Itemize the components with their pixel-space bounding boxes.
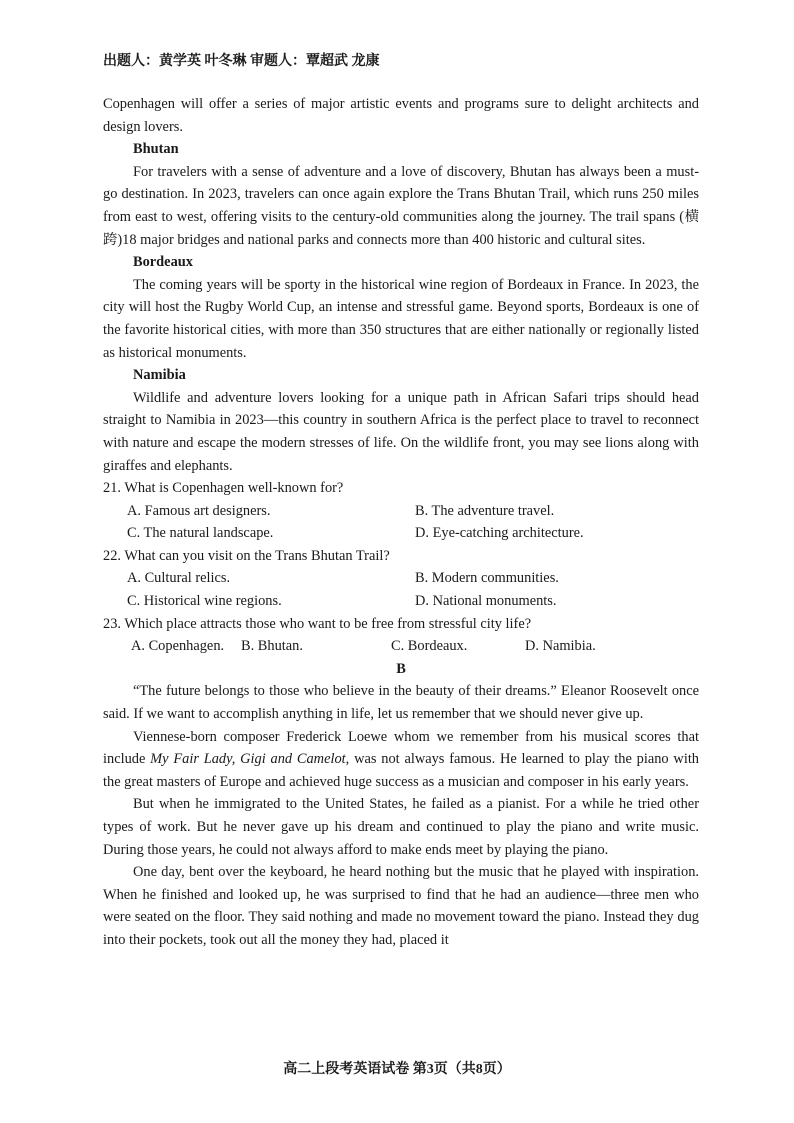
option-d: D. National monuments.: [415, 593, 557, 610]
option-row: [103, 567, 699, 590]
option-row: [103, 590, 699, 613]
paragraph-b2: [103, 726, 699, 794]
part-b-heading: B: [396, 660, 406, 677]
paragraph-b2-end: , was not always famous. He learned to play the piano with the great masters of Europe and achieved huge success as a musician and composer in his early years.: [103, 751, 700, 790]
option-b: B. Bhutan.: [241, 638, 303, 655]
paragraph-b3: But when he immigrated to the United States, he failed as a pianist. For a while he tried other types of work. But he never gave up his dream and continued to play the piano and write music. During those years, he could not always afford to make ends meet by playing the piano.: [103, 796, 699, 858]
option-a: A. Cultural relics.: [127, 570, 231, 587]
option-c: C. Historical wine regions.: [127, 593, 282, 610]
page-header: 出题人：黄学英 叶冬琳 审题人：覃超武 龙康: [103, 54, 380, 69]
section-title-namibia: Namibia: [133, 367, 186, 384]
question-stem: 21. What is Copenhagen well-known for?: [103, 480, 344, 497]
question-21: [103, 477, 699, 545]
paragraph-b1: “The future belongs to those who believe in the beauty of their dreams.” Eleanor Roosevelt once said. If we want to accomplish anything in life, let us remember that we should never give up.: [103, 683, 699, 723]
option-row: [103, 522, 699, 545]
paragraph-copenhagen-tail: Copenhagen will offer a series of major artistic events and programs sure to delight architects and design lovers.: [103, 96, 699, 135]
option-d: D. Namibia.: [525, 638, 596, 655]
option-row: [103, 635, 699, 658]
option-d: D. Eye-catching architecture.: [415, 525, 584, 542]
option-b: B. The adventure travel.: [415, 502, 555, 519]
paragraph-namibia: Wildlife and adventure lovers looking for a unique path in African Safari trips should head straight to Namibia in 2023—this country in southern Africa is the perfect place to travel to reconnect with nature and escape the modern stresses of life. On the wildlife front, you may see lions along with giraffes and elephants.: [103, 389, 699, 474]
page-footer: 高二上段考英语试卷 第3页（共8页）: [283, 1062, 511, 1077]
option-a: A. Famous art designers.: [127, 502, 271, 519]
question-stem: 23. Which place attracts those who want to be free from stressful city life?: [103, 615, 532, 632]
option-row: [103, 500, 699, 523]
option-b: B. Modern communities.: [415, 570, 559, 587]
section-title-bhutan: Bhutan: [133, 141, 179, 158]
paragraph-bordeaux: The coming years will be sporty in the historical wine region of Bordeaux in France. In 2023, the city will host the Rugby World Cup, an intense and stressful game. Beyond sports, Bordeaux is one of the favorite historical cities, with more than 350 structures that are either nationally or regionally listed as historical monuments.: [103, 276, 699, 361]
page-content: [103, 93, 699, 952]
option-c: C. Bordeaux.: [391, 638, 468, 655]
paragraph-bhutan: For travelers with a sense of adventure and a love of discovery, Bhutan has always been a must-go destination. In 2023, travelers can once again explore the Trans Bhutan Trail, which runs 250 miles from east to west, offering visits to the century-old communities along the journey. The trail spans (横跨)18 major bridges and national parks and connects more than 400 historic and cultural sites.: [103, 163, 699, 248]
section-title-bordeaux: Bordeaux: [133, 254, 193, 271]
option-a: A. Copenhagen.: [131, 638, 225, 655]
option-c: C. The natural landscape.: [127, 525, 274, 542]
paragraph-b2-start: Viennese-born composer Frederick Loewe whom we remember from his musical scores that include: [103, 728, 699, 768]
question-23: [103, 613, 699, 658]
question-stem: 22. What can you visit on the Trans Bhutan Trail?: [103, 547, 390, 564]
paragraph-b4: One day, bent over the keyboard, he heard nothing but the music that he played with inspiration. When he finished and looked up, he was surprised to find that he had an audience—three men who were seated on the floor. They said nothing and made no movement toward the piano. Instead they dug into their pockets, took out all the money they had, placed it: [103, 864, 699, 948]
musical-titles: My Fair Lady, Gigi and Camelot: [150, 751, 346, 768]
question-22: [103, 545, 699, 613]
